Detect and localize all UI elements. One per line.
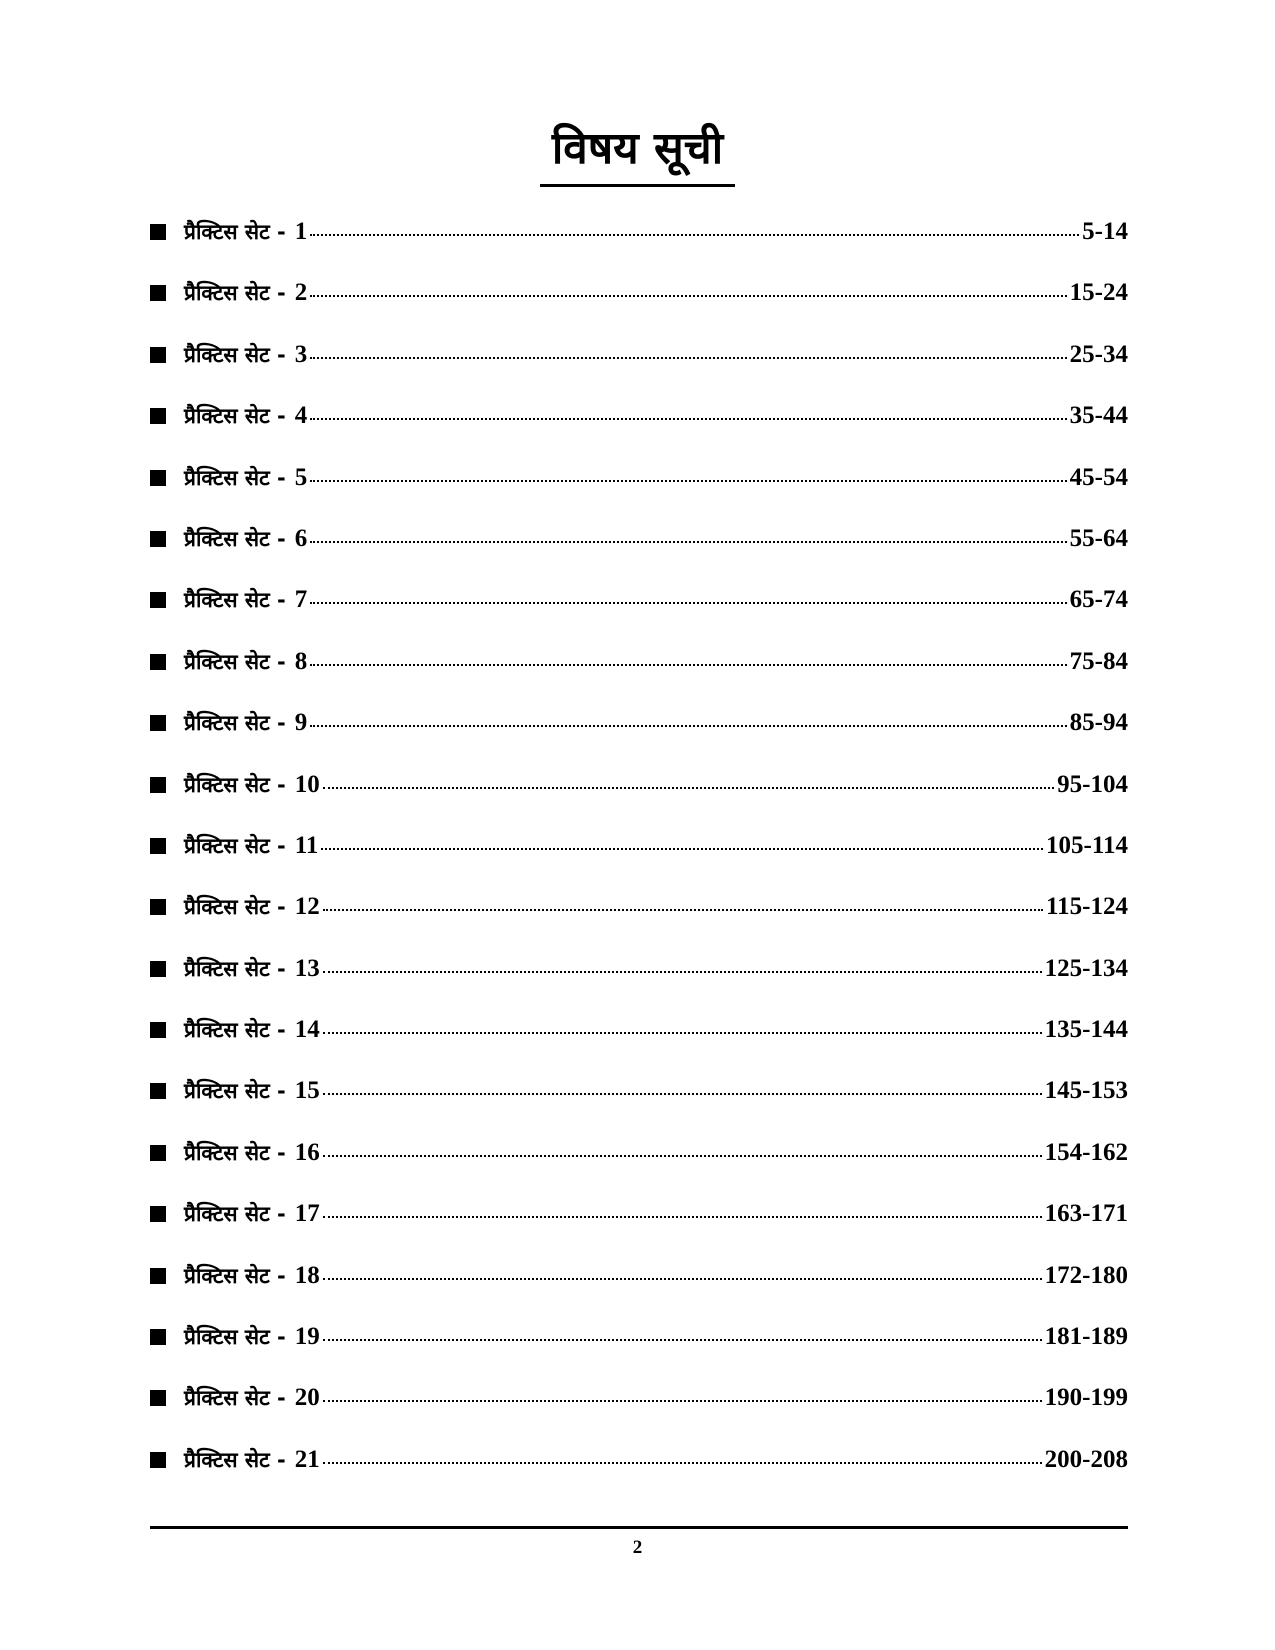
toc-entry-pages: 172-180	[1044, 1261, 1128, 1289]
square-bullet-icon	[150, 838, 166, 854]
toc-entry-number: 17	[294, 1200, 320, 1228]
dot-leader	[310, 357, 1066, 359]
toc-entry-number: 4	[294, 402, 308, 430]
square-bullet-icon	[150, 592, 166, 608]
toc-entry-pages: 5-14	[1082, 218, 1128, 245]
page-title: विषय सूची	[540, 118, 735, 187]
table-of-contents	[150, 218, 1128, 1507]
toc-entry-label: प्रैक्टिस सेट -	[184, 649, 286, 674]
square-bullet-icon	[150, 961, 166, 977]
toc-entry-label: प्रैक्टिस सेट -	[184, 1386, 286, 1411]
toc-entry-pages: 75-84	[1069, 647, 1128, 675]
dot-leader	[323, 1339, 1042, 1341]
toc-entry-pages: 35-44	[1069, 402, 1128, 430]
square-bullet-icon	[150, 285, 166, 301]
square-bullet-icon	[150, 470, 166, 486]
toc-entry-pages: 55-64	[1069, 524, 1128, 552]
dot-leader	[323, 787, 1054, 789]
toc-entry	[150, 709, 1128, 770]
footer-divider	[150, 1526, 1128, 1529]
toc-entry	[150, 525, 1128, 586]
dot-leader	[310, 602, 1066, 604]
square-bullet-icon	[150, 531, 166, 547]
toc-entry-number: 9	[294, 709, 308, 737]
toc-entry	[150, 1323, 1128, 1384]
toc-entry	[150, 832, 1128, 893]
toc-entry-pages: 85-94	[1069, 709, 1128, 737]
toc-entry-pages: 115-124	[1046, 893, 1128, 921]
square-bullet-icon	[150, 1022, 166, 1038]
toc-entry-number: 20	[294, 1384, 320, 1412]
square-bullet-icon	[150, 224, 166, 240]
toc-entry-label: प्रैक्टिस सेट -	[184, 1079, 286, 1104]
square-bullet-icon	[150, 1452, 166, 1468]
toc-entry-pages: 15-24	[1069, 279, 1128, 307]
toc-entry	[150, 279, 1128, 340]
square-bullet-icon	[150, 899, 166, 915]
toc-entry-label: प्रैक्टिस सेट -	[184, 711, 286, 736]
toc-entry-pages: 200-208	[1044, 1445, 1128, 1473]
toc-entry-label: प्रैक्टिस सेट -	[184, 1202, 286, 1227]
toc-entry-number: 3	[294, 340, 308, 368]
dot-leader	[323, 1462, 1042, 1464]
toc-entry-label: प्रैक्टिस सेट -	[184, 772, 286, 797]
toc-entry	[150, 1262, 1128, 1323]
toc-entry	[150, 1077, 1128, 1138]
toc-entry-label: प्रैक्टिस सेट -	[184, 342, 286, 367]
toc-entry	[150, 648, 1128, 709]
toc-entry-label: प्रैक्टिस सेट -	[184, 895, 286, 920]
toc-entry-number: 19	[294, 1323, 320, 1351]
square-bullet-icon	[150, 654, 166, 670]
toc-entry-pages: 135-144	[1044, 1016, 1128, 1044]
square-bullet-icon	[150, 1268, 166, 1284]
toc-entry-number: 12	[294, 893, 320, 921]
dot-leader	[310, 234, 1079, 236]
toc-entry-number: 15	[294, 1077, 320, 1105]
dot-leader	[323, 1216, 1042, 1218]
toc-entry-label: प्रैक्टिस सेट -	[184, 465, 286, 490]
dot-leader	[323, 1278, 1042, 1280]
square-bullet-icon	[150, 1083, 166, 1099]
dot-leader	[323, 1032, 1042, 1034]
toc-entry-pages: 190-199	[1044, 1384, 1128, 1412]
toc-entry	[150, 1139, 1128, 1200]
dot-leader	[310, 418, 1066, 420]
toc-entry-number: 21	[294, 1445, 320, 1473]
toc-entry-label: प्रैक्टिस सेट -	[184, 1325, 286, 1350]
toc-entry-label: प्रैक्टिस सेट -	[184, 220, 286, 244]
toc-entry-number: 5	[294, 463, 308, 491]
toc-entry	[150, 464, 1128, 525]
toc-entry-pages: 95-104	[1057, 770, 1128, 798]
toc-entry-label: प्रैक्टिस सेट -	[184, 281, 286, 306]
toc-entry-number: 7	[294, 586, 308, 614]
toc-entry	[150, 402, 1128, 463]
toc-entry-label: प्रैक्टिस सेट -	[184, 1018, 286, 1043]
toc-entry	[150, 1016, 1128, 1077]
dot-leader	[310, 480, 1066, 482]
toc-entry-pages: 181-189	[1044, 1323, 1128, 1351]
toc-entry-pages: 45-54	[1069, 463, 1128, 491]
toc-entry-number: 10	[294, 770, 320, 798]
toc-entry-label: प्रैक्टिस सेट -	[184, 833, 286, 858]
toc-entry	[150, 218, 1128, 279]
toc-entry	[150, 771, 1128, 832]
dot-leader	[310, 725, 1066, 727]
toc-entry-pages: 154-162	[1044, 1138, 1128, 1166]
dot-leader	[310, 541, 1066, 543]
toc-entry-pages: 163-171	[1044, 1200, 1128, 1228]
toc-entry-number: 14	[294, 1016, 320, 1044]
toc-entry-label: प्रैक्टिस सेट -	[184, 588, 286, 613]
toc-entry	[150, 1384, 1128, 1445]
toc-entry-label: प्रैक्टिस सेट -	[184, 404, 286, 429]
toc-entry-number: 6	[294, 524, 308, 552]
toc-entry-number: 16	[294, 1138, 320, 1166]
toc-entry-number: 11	[294, 831, 319, 859]
dot-leader	[310, 295, 1066, 297]
square-bullet-icon	[150, 1329, 166, 1345]
toc-entry-pages: 125-134	[1044, 954, 1128, 982]
toc-entry-pages: 105-114	[1046, 831, 1128, 859]
square-bullet-icon	[150, 347, 166, 363]
toc-entry-label: प्रैक्टिस सेट -	[184, 1447, 286, 1472]
toc-entry-number: 18	[294, 1261, 320, 1289]
toc-entry-number: 2	[294, 279, 308, 307]
dot-leader	[323, 971, 1042, 973]
toc-entry	[150, 1446, 1128, 1507]
dot-leader	[323, 1400, 1042, 1402]
square-bullet-icon	[150, 1206, 166, 1222]
square-bullet-icon	[150, 408, 166, 424]
toc-entry-pages: 25-34	[1069, 340, 1128, 368]
page-number: 2	[632, 1537, 643, 1558]
dot-leader	[323, 1155, 1042, 1157]
toc-entry-label: प्रैक्टिस सेट -	[184, 526, 286, 551]
toc-entry-pages: 145-153	[1044, 1077, 1128, 1105]
toc-entry-label: प्रैक्टिस सेट -	[184, 1263, 286, 1288]
toc-entry	[150, 341, 1128, 402]
toc-entry-label: प्रैक्टिस सेट -	[184, 1140, 286, 1165]
dot-leader	[323, 1093, 1042, 1095]
toc-entry	[150, 586, 1128, 647]
toc-entry	[150, 1200, 1128, 1261]
toc-entry-label: प्रैक्टिस सेट -	[184, 956, 286, 981]
dot-leader	[323, 909, 1043, 911]
square-bullet-icon	[150, 1145, 166, 1161]
toc-entry	[150, 955, 1128, 1016]
toc-entry-pages: 65-74	[1069, 586, 1128, 614]
square-bullet-icon	[150, 715, 166, 731]
toc-entry-number: 8	[294, 647, 308, 675]
dot-leader	[310, 664, 1066, 666]
page-header	[0, 118, 1275, 187]
square-bullet-icon	[150, 777, 166, 793]
dot-leader	[321, 848, 1043, 850]
toc-entry-number: 1	[294, 218, 308, 245]
square-bullet-icon	[150, 1390, 166, 1406]
toc-entry	[150, 893, 1128, 954]
toc-entry-number: 13	[294, 954, 320, 982]
